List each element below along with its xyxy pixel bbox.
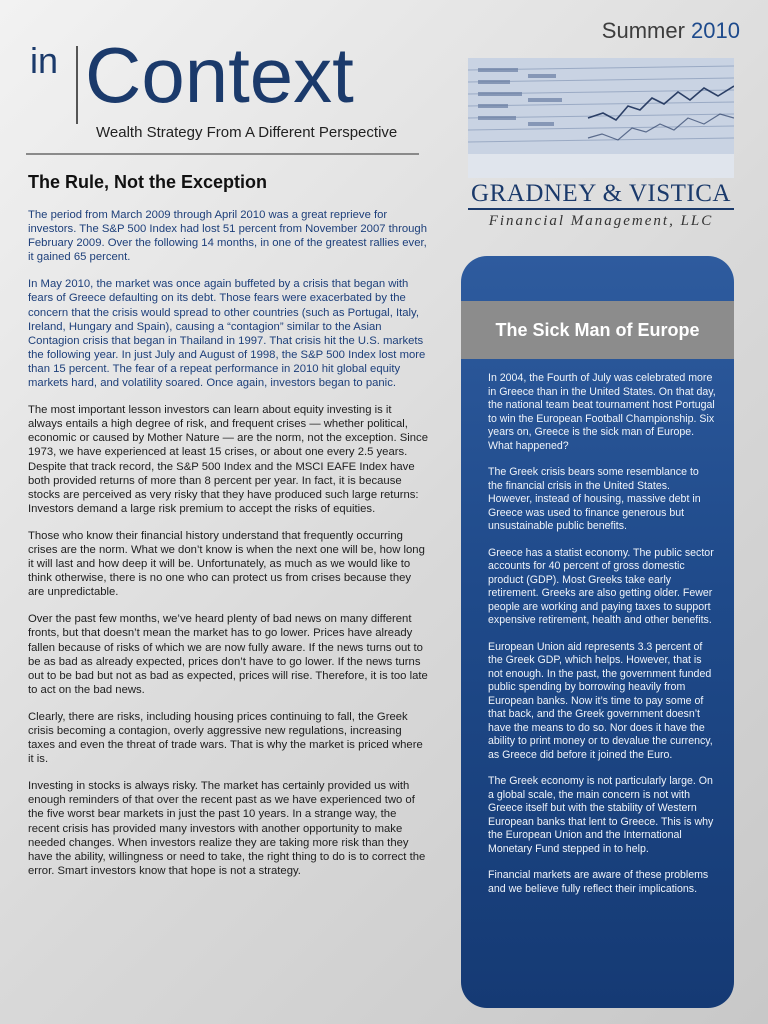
article-body: [28, 208, 428, 891]
masthead-rule: [26, 153, 419, 155]
stock-chart-photo: [468, 58, 734, 178]
article-paragraph: Clearly, there are risks, including housing prices continuing to fall, the Greek crisis becoming a contagion, overly aggressive new regulations, increasing taxes and even the threat of trade wars. That is why the market is priced where it is.: [28, 710, 423, 766]
issue-season: Summer: [601, 18, 685, 43]
sidebar-paragraph: Greece has a statist economy. The public sector accounts for 40 percent of gross domestic product (GDP). Most Greeks take early retirement. Greeks are also getting older. Fewer people are working and paying taxes to support expensive retirement, health and other benefits.: [488, 546, 714, 626]
article-paragraph: Investing in stocks is always risky. The market has certainly provided us with enough reminders of that over the recent past as we have experienced two of the five worst bear markets in just the past 10 years. In a strange way, the recent crisis has provided many investors with another opportunity to make needed changes. When investors realize they are taking more risk than they have the ability, willingness or need to take, the right thing to do is to correct the error. Smart investors know that hope is not a strategy.: [28, 780, 426, 877]
logo-rule: [468, 208, 734, 210]
sidebar-paragraph: The Greek crisis bears some resemblance to the financial crisis in the United States. However, instead of housing, massive debt in Greece was used to finance generous but unsustainable public benefits.: [488, 466, 701, 532]
masthead-tagline: Wealth Strategy From A Different Perspective: [96, 124, 398, 141]
logo-name-left: GRADNEY: [471, 180, 596, 207]
article-paragraph: The most important lesson investors can learn about equity investing is it always entails a high degree of risk, and frequent crises — whether political, economic or caused by Mother Nature — are the norm, not the exception. Since 1973, we have experienced at least 15 crises, or about one every 2.5 years. Despite that track record, the S&P 500 Index and the MSCI EAFE Index have both provided returns of more than 8 percent per year. In fact, it is because stocks are perceived as very risky that they have produced such large returns: Investors demand a large risk premium to accept the risks of equities.: [28, 404, 428, 515]
firm-logo: [468, 180, 734, 208]
sidebar-paragraph: European Union aid represents 3.3 percent of the Greek GDP, which helps. However, that is not enough. In the past, the government funded public spending by borrowing heavily from European banks. Now it’s time to pay some of that back, and the Greek government doesn’t have the means to do so. Nor does it have the ability to print money or to devalue the currency, as Greece did before it joined the Euro.: [488, 640, 713, 761]
masthead-divider: [76, 46, 78, 124]
logo-name-right: VISTICA: [628, 180, 731, 207]
article-paragraph: Over the past few months, we’ve heard plenty of bad news on many different fronts, but that doesn’t mean the market has to go lower. Prices have already fallen because of risks of which we are now fully aware. If the news turns out to be as bad as already expected, prices don’t have to go lower. If the news turns out to be bad but not as bad as expected, prices will rise. Therefore, it is too late to act on the bad news.: [28, 613, 428, 696]
sidebar-title: The Sick Man of Europe: [461, 301, 734, 359]
issue-year: 2010: [691, 18, 740, 43]
issue-date: [602, 18, 740, 44]
article-paragraph: The period from March 2009 through April 2010 was a great reprieve for investors. The S&P 500 Index had lost 51 percent from November 2007 through February 2009. Over the following 14 months, in one of the greatest rallies ever, it gained 65 percent.: [28, 209, 427, 264]
sidebar-paragraph: In 2004, the Fourth of July was celebrated more in Greece than in the United States. On that day, the national team beat tournament host Portugal to win the European Football Championship. Six years on, Greece is the sick man of Europe. What happened?: [488, 372, 716, 452]
sidebar-body: [488, 372, 716, 909]
masthead-in: in: [30, 40, 59, 81]
article-paragraph: Those who know their financial history understand that frequently occurring crises are the norm. What we don’t know is when the next one will be, how long it will last and how deep it will be. Unfortunately, as much as we would like to think otherwise, there is no one who can protect us from crises because they are unpredictable.: [28, 529, 425, 599]
article-paragraph: In May 2010, the market was once again buffeted by a crisis that began with fears of Greece defaulting on its debt. Those fears were exacerbated by the concern that the crisis would spread to other countries (such as Portugal, Italy, Ireland, Hungary and Spain), causing a “contagion” similar to the Asian Contagion crisis that began in Thailand in 1997. That crisis hit the U.S. markets the following year. In just July and August of 1998, the S&P 500 Index lost more than 15 percent. The fear of a repeat performance in 2010 hit global equity markets hard, and volatility soared. Once again, investors began to panic.: [28, 278, 426, 390]
masthead-title: Context: [85, 31, 354, 119]
sidebar-panel: [461, 256, 734, 1008]
logo-subtitle: Financial Management, LLC: [488, 213, 714, 229]
logo-ampersand: &: [602, 180, 623, 207]
sidebar-paragraph: Financial markets are aware of these problems and we believe fully reflect their implications.: [488, 869, 709, 895]
article-title: The Rule, Not the Exception: [28, 172, 268, 192]
sidebar-paragraph: The Greek economy is not particularly large. On a global scale, the main concern is not with Greece itself but with the stability of Western European banks that lent to Greece. This is why the European Union and the International Monetary Fund stepped in to help.: [488, 775, 714, 855]
